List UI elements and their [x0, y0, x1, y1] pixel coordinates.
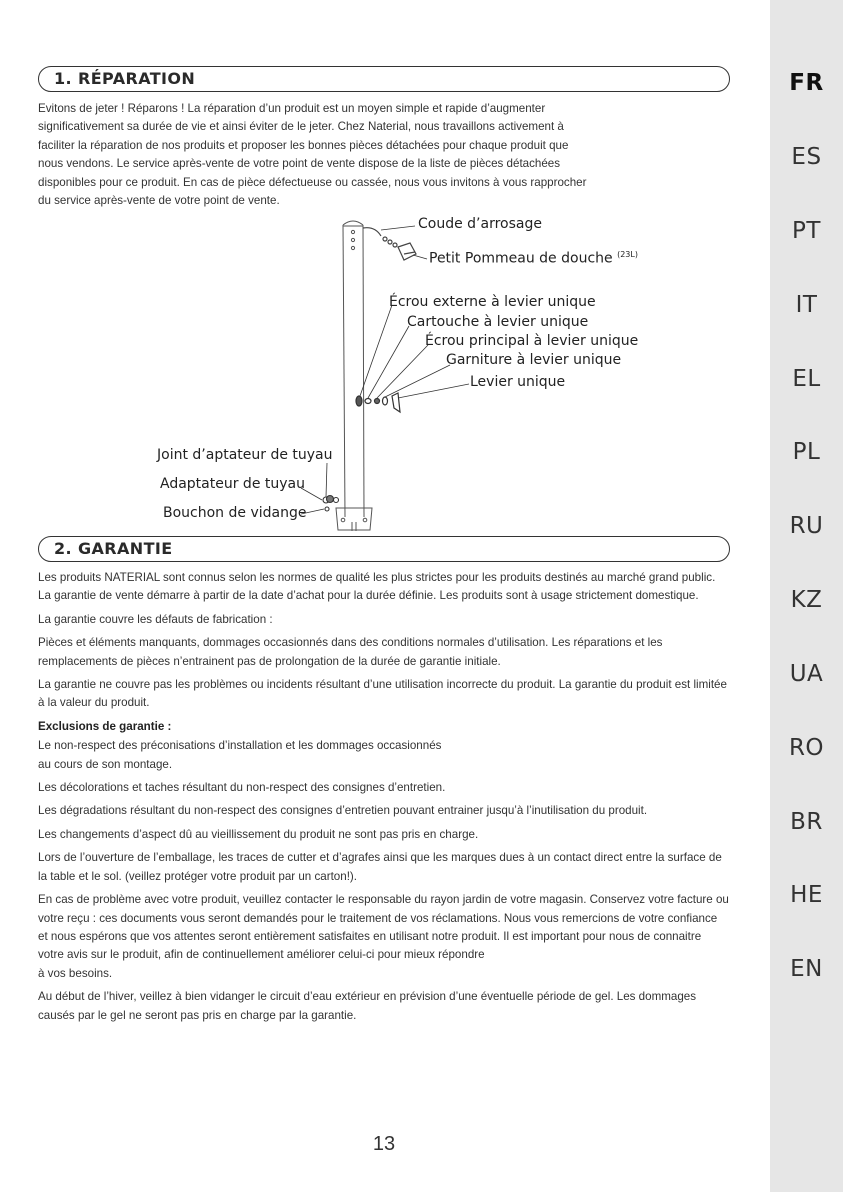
garantie-p2: La garantie couvre les défauts de fabrication : — [38, 612, 273, 626]
garantie-p5a: Le non-respect des préconisations d’installation et les dommages occasionnés — [38, 739, 442, 753]
label-garniture: Garniture à levier unique — [446, 352, 622, 368]
section-header-garantie — [38, 536, 730, 562]
garantie-p4: La garantie ne couvre pas les problèmes ou incidents résultant d’une utilisation incorrecte du produit. La garantie du produit est limitée à la valeur du produit. — [38, 678, 727, 710]
garantie-p9: Lors de l’ouverture de l’emballage, les traces de cutter et d’agrafes ainsi que les marques dues à un contact direct entre la surface de la table et le sol. (veillez protéger votre produit par un carton!). — [38, 851, 722, 883]
garantie-p11: Au début de l’hiver, veillez à bien vidanger le circuit d’eau extérieur en prévision d’une éventuelle période de gel. Les dommages causés par le gel ne seront pas pris en charge par la garantie. — [38, 990, 697, 1022]
label-coude-arrosage: Coude d’arrosage — [418, 216, 542, 232]
language-tab-he[interactable]: HE — [790, 882, 823, 908]
language-tab-it[interactable]: IT — [795, 292, 818, 318]
language-tab-fr[interactable]: FR — [789, 70, 824, 96]
language-tab-kz[interactable]: KZ — [790, 587, 823, 613]
language-tab-pl[interactable]: PL — [792, 439, 821, 465]
language-tab-pt[interactable]: PT — [792, 218, 821, 244]
language-tab-ua[interactable]: UA — [789, 661, 824, 687]
label-joint-adaptateur: Joint d’aptateur de tuyau — [157, 447, 333, 463]
leader-levier — [398, 384, 469, 398]
section-title: 1. RÉPARATION — [54, 69, 196, 88]
leader-joint — [326, 463, 327, 497]
label-ecrou-externe: Écrou externe à levier unique — [389, 294, 596, 310]
label-petit-pommeau-text: Petit Pommeau de douche — [429, 250, 613, 267]
page-number: 13 — [372, 1133, 396, 1155]
shower-head-part — [363, 228, 416, 260]
garantie-p1: Les produits NATERIAL sont connus selon les normes de qualité les plus strictes pour les produits destinés au marché grand public. La garantie de vente démarre à partir de la date d’achat pour la durée définie. Les produits sont à usage strictement domestique. — [38, 571, 716, 603]
language-tab-es[interactable]: ES — [791, 144, 822, 170]
label-levier-unique: Levier unique — [470, 374, 566, 390]
language-tab-br[interactable]: BR — [790, 809, 823, 835]
exclusions-title: Exclusions de garantie : — [38, 719, 172, 733]
language-tab-ru[interactable]: RU — [789, 513, 824, 539]
leader-garniture — [385, 365, 450, 397]
garantie-p8: Les changements d’aspect dû au vieillissement du produit ne sont pas pris en charge. — [38, 827, 479, 841]
label-bouchon-vidange: Bouchon de vidange — [163, 505, 307, 521]
leader-coude — [381, 226, 415, 230]
leader-ecrou-principal — [377, 345, 428, 398]
label-petit-pommeau — [429, 250, 638, 267]
label-cartouche: Cartouche à levier unique — [407, 314, 589, 330]
garantie-body — [38, 569, 730, 1025]
leader-pommeau — [413, 255, 427, 259]
language-tab-el[interactable]: EL — [792, 366, 821, 392]
garantie-p10b: à vos besoins. — [38, 966, 113, 980]
garantie-p5b: au cours de son montage. — [38, 757, 173, 771]
garantie-p3: Pièces et éléments manquants, dommages occasionnés dans des conditions normales d’utilisation. Les réparations et les remplacements de pièces n’entrainent pas de prolongation de la durée de garantie initiale. — [38, 636, 663, 668]
label-petit-pommeau-sup: (23L) — [617, 250, 638, 259]
garantie-p7: Les dégradations résultant du non-respect des consignes d’entretien pouvant entrainer jusqu’à l’inutilisation du produit. — [38, 804, 648, 818]
lever-parts — [356, 393, 400, 412]
shower-column — [336, 221, 372, 531]
label-ecrou-principal: Écrou principal à levier unique — [425, 333, 639, 349]
section-title: 2. GARANTIE — [54, 539, 173, 558]
garantie-p6: Les décolorations et taches résultant du non-respect des consignes d’entretien. — [38, 781, 446, 795]
leader-cartouche — [368, 326, 409, 398]
language-tab-en[interactable]: EN — [790, 956, 823, 982]
leader-ecrou-externe — [360, 305, 392, 396]
language-tab-ro[interactable]: RO — [788, 735, 825, 761]
garantie-p10a: En cas de problème avec votre produit, veuillez contacter le responsable du rayon jardin de votre magasin. Conservez votre facture ou votre reçu : ces documents vous seront demandés pour le traitement de vos réclamations. Nous vous remercions de votre confiance et nous espérons que vos attentes seront entièrement satisfaites en utilisant notre produit. Il est important pour nous de connaitre votre avis sur le produit, afin de continuellement améliorer celui-ci pour mieux répondre — [38, 893, 729, 962]
reparation-intro: Evitons de jeter ! Réparons ! La réparation d’un produit est un moyen simple et rapide d’augmenter significativement sa durée de vie et ainsi éviter de le jeter. Chez Naterial, nous travaillons activement à faciliter la réparation de nos produits et proposer les bonnes pièces détachées pour chaque produit que nous vendons. Le service après-vente de votre point de vente dispose de la liste de pièces détachées disponibles pour ce produit. En cas de pièce défectueuse ou cassée, nous vous invitons à vous rapprocher du service après-vente de votre point de vente. — [38, 102, 587, 208]
label-adaptateur-tuyau: Adaptateur de tuyau — [160, 476, 305, 492]
